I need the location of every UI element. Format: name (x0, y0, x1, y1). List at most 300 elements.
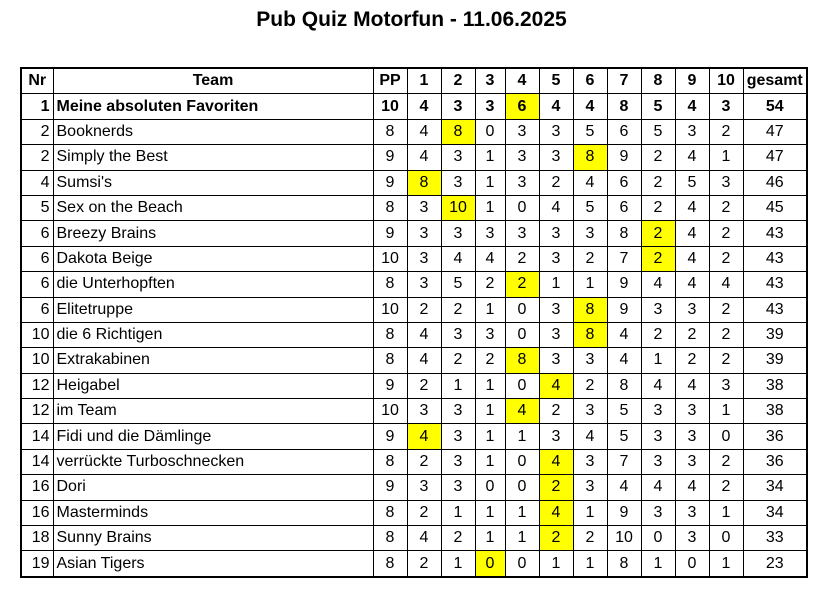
round-score-cell: 2 (641, 195, 675, 220)
table-row (21, 526, 807, 551)
pp-score-cell: 9 (373, 475, 407, 500)
pp-score-cell: 8 (373, 500, 407, 525)
round-score-cell: 4 (709, 272, 743, 297)
column-header: 7 (607, 68, 641, 94)
round-score-cell: 9 (607, 500, 641, 525)
team-name-cell: Sunny Brains (53, 526, 373, 551)
team-name-cell: Asian Tigers (53, 551, 373, 577)
total-score-cell: 47 (743, 119, 807, 144)
total-score-cell: 38 (743, 399, 807, 424)
round-score-cell: 10 (607, 526, 641, 551)
round-score-cell: 4 (607, 475, 641, 500)
round-score-cell: 2 (675, 322, 709, 347)
pp-score-cell: 10 (373, 94, 407, 119)
round-score-cell: 5 (675, 170, 709, 195)
round-score-cell: 3 (573, 348, 607, 373)
round-score-cell: 2 (709, 348, 743, 373)
round-score-cell: 2 (539, 399, 573, 424)
round-score-cell: 3 (709, 170, 743, 195)
column-header: Team (53, 68, 373, 94)
round-score-cell: 2 (539, 475, 573, 500)
rank-cell: 12 (21, 373, 53, 398)
table-row (21, 348, 807, 373)
total-score-cell: 43 (743, 221, 807, 246)
round-score-cell: 3 (407, 195, 441, 220)
round-score-cell: 7 (607, 449, 641, 474)
round-score-cell: 4 (607, 348, 641, 373)
round-score-cell: 3 (573, 221, 607, 246)
total-score-cell: 39 (743, 322, 807, 347)
rank-cell: 18 (21, 526, 53, 551)
round-score-cell: 1 (441, 500, 475, 525)
rank-cell: 10 (21, 348, 53, 373)
round-score-cell: 1 (505, 526, 539, 551)
round-score-cell: 3 (539, 322, 573, 347)
round-score-cell: 2 (539, 170, 573, 195)
round-score-cell: 4 (573, 170, 607, 195)
round-score-cell: 1 (475, 373, 505, 398)
round-score-cell: 5 (641, 119, 675, 144)
table-row (21, 297, 807, 322)
round-score-cell: 3 (441, 475, 475, 500)
total-score-cell: 54 (743, 94, 807, 119)
round-score-cell: 5 (641, 94, 675, 119)
round-score-cell: 4 (607, 322, 641, 347)
total-score-cell: 39 (743, 348, 807, 373)
column-header: 9 (675, 68, 709, 94)
pp-score-cell: 8 (373, 195, 407, 220)
round-score-cell: 9 (607, 272, 641, 297)
column-header: 4 (505, 68, 539, 94)
rank-cell: 6 (21, 297, 53, 322)
round-score-cell: 4 (675, 94, 709, 119)
round-score-cell: 0 (505, 195, 539, 220)
round-score-cell: 2 (709, 322, 743, 347)
round-score-cell: 2 (407, 551, 441, 577)
round-score-cell: 2 (709, 119, 743, 144)
round-score-cell: 0 (505, 373, 539, 398)
round-score-cell: 9 (607, 145, 641, 170)
round-score-cell: 3 (441, 221, 475, 246)
table-row (21, 246, 807, 271)
round-score-cell: 3 (573, 449, 607, 474)
pp-score-cell: 10 (373, 297, 407, 322)
rank-cell: 14 (21, 424, 53, 449)
round-score-cell: 4 (539, 500, 573, 525)
round-score-cell: 1 (475, 170, 505, 195)
total-score-cell: 43 (743, 272, 807, 297)
team-name-cell: Elitetruppe (53, 297, 373, 322)
round-score-cell: 4 (573, 94, 607, 119)
round-score-cell: 1 (505, 424, 539, 449)
round-score-cell: 4 (539, 449, 573, 474)
round-score-cell: 4 (675, 221, 709, 246)
round-score-cell: 1 (573, 551, 607, 577)
round-score-cell: 0 (709, 526, 743, 551)
round-score-cell: 3 (641, 399, 675, 424)
round-score-cell: 2 (709, 221, 743, 246)
round-score-cell: 3 (641, 449, 675, 474)
round-score-cell: 3 (475, 221, 505, 246)
round-score-cell: 6 (607, 195, 641, 220)
round-score-cell: 2 (475, 348, 505, 373)
round-score-cell: 4 (539, 373, 573, 398)
rank-cell: 6 (21, 272, 53, 297)
rank-cell: 19 (21, 551, 53, 577)
round-score-cell: 4 (675, 246, 709, 271)
round-score-cell: 8 (607, 551, 641, 577)
round-score-cell: 1 (505, 500, 539, 525)
round-score-cell: 2 (407, 297, 441, 322)
round-score-cell: 6 (607, 170, 641, 195)
round-score-cell: 3 (675, 399, 709, 424)
round-score-cell: 4 (675, 195, 709, 220)
table-row (21, 322, 807, 347)
round-score-cell: 4 (407, 119, 441, 144)
round-score-cell: 1 (441, 551, 475, 577)
pp-score-cell: 9 (373, 373, 407, 398)
round-score-cell: 3 (475, 94, 505, 119)
round-score-cell: 7 (607, 246, 641, 271)
pp-score-cell: 9 (373, 170, 407, 195)
round-score-cell: 2 (407, 500, 441, 525)
pp-score-cell: 8 (373, 551, 407, 577)
round-score-cell: 3 (505, 119, 539, 144)
total-score-cell: 43 (743, 246, 807, 271)
round-score-cell: 4 (675, 475, 709, 500)
round-score-cell: 1 (475, 195, 505, 220)
round-score-cell: 2 (675, 348, 709, 373)
round-score-cell: 4 (407, 322, 441, 347)
round-score-cell: 3 (539, 246, 573, 271)
table-body (21, 94, 807, 577)
total-score-cell: 34 (743, 475, 807, 500)
round-score-cell: 1 (475, 297, 505, 322)
round-score-cell: 4 (641, 272, 675, 297)
round-score-cell: 3 (675, 297, 709, 322)
round-score-cell: 1 (475, 399, 505, 424)
table-row (21, 500, 807, 525)
round-score-cell: 2 (573, 373, 607, 398)
round-score-cell: 6 (607, 119, 641, 144)
round-score-cell: 2 (641, 322, 675, 347)
round-score-cell: 0 (675, 551, 709, 577)
pp-score-cell: 8 (373, 348, 407, 373)
team-name-cell: im Team (53, 399, 373, 424)
round-score-cell: 1 (475, 424, 505, 449)
round-score-cell: 3 (573, 475, 607, 500)
round-score-cell: 5 (573, 195, 607, 220)
round-score-cell: 3 (641, 500, 675, 525)
team-name-cell: Simply the Best (53, 145, 373, 170)
table-row (21, 449, 807, 474)
round-score-cell: 3 (441, 94, 475, 119)
team-name-cell: Masterminds (53, 500, 373, 525)
round-score-cell: 2 (709, 475, 743, 500)
round-score-cell: 1 (641, 551, 675, 577)
round-score-cell: 4 (475, 246, 505, 271)
round-score-cell: 8 (573, 322, 607, 347)
round-score-cell: 3 (675, 500, 709, 525)
round-score-cell: 3 (441, 322, 475, 347)
round-score-cell: 4 (641, 475, 675, 500)
team-name-cell: Dori (53, 475, 373, 500)
column-header: 3 (475, 68, 505, 94)
round-score-cell: 1 (573, 272, 607, 297)
round-score-cell: 3 (441, 170, 475, 195)
table-row (21, 424, 807, 449)
round-score-cell: 0 (505, 322, 539, 347)
total-score-cell: 43 (743, 297, 807, 322)
rank-cell: 14 (21, 449, 53, 474)
round-score-cell: 2 (441, 348, 475, 373)
total-score-cell: 36 (743, 449, 807, 474)
total-score-cell: 38 (743, 373, 807, 398)
team-name-cell: Heigabel (53, 373, 373, 398)
header-row (21, 68, 807, 94)
round-score-cell: 9 (607, 297, 641, 322)
round-score-cell: 3 (441, 399, 475, 424)
table-row (21, 145, 807, 170)
pp-score-cell: 8 (373, 449, 407, 474)
round-score-cell: 3 (709, 94, 743, 119)
table-row (21, 551, 807, 577)
round-score-cell: 2 (573, 246, 607, 271)
team-name-cell: Sex on the Beach (53, 195, 373, 220)
round-score-cell: 3 (539, 119, 573, 144)
rank-cell: 1 (21, 94, 53, 119)
round-score-cell: 1 (475, 526, 505, 551)
round-score-cell: 0 (505, 475, 539, 500)
round-score-cell: 1 (573, 500, 607, 525)
pp-score-cell: 8 (373, 119, 407, 144)
round-score-cell: 3 (407, 272, 441, 297)
round-score-cell: 2 (539, 526, 573, 551)
team-name-cell: Breezy Brains (53, 221, 373, 246)
table-row (21, 399, 807, 424)
team-name-cell: die 6 Richtigen (53, 322, 373, 347)
table-row (21, 475, 807, 500)
column-header: 8 (641, 68, 675, 94)
round-score-cell: 8 (607, 94, 641, 119)
rank-cell: 16 (21, 500, 53, 525)
round-score-cell: 2 (573, 526, 607, 551)
rank-cell: 16 (21, 475, 53, 500)
rank-cell: 5 (21, 195, 53, 220)
round-score-cell: 3 (573, 399, 607, 424)
total-score-cell: 45 (743, 195, 807, 220)
team-name-cell: verrückte Turboschnecken (53, 449, 373, 474)
round-score-cell: 1 (641, 348, 675, 373)
round-score-cell: 6 (505, 94, 539, 119)
round-score-cell: 0 (709, 424, 743, 449)
round-score-cell: 8 (573, 297, 607, 322)
round-score-cell: 3 (539, 145, 573, 170)
round-score-cell: 4 (539, 195, 573, 220)
round-score-cell: 8 (505, 348, 539, 373)
round-score-cell: 4 (407, 348, 441, 373)
round-score-cell: 3 (539, 297, 573, 322)
round-score-cell: 4 (441, 246, 475, 271)
round-score-cell: 4 (573, 424, 607, 449)
round-score-cell: 3 (641, 424, 675, 449)
page-title: Pub Quiz Motorfun - 11.06.2025 (256, 8, 567, 31)
pp-score-cell: 8 (373, 526, 407, 551)
round-score-cell: 2 (407, 449, 441, 474)
round-score-cell: 4 (675, 373, 709, 398)
round-score-cell: 8 (607, 373, 641, 398)
pp-score-cell: 8 (373, 272, 407, 297)
round-score-cell: 2 (641, 145, 675, 170)
total-score-cell: 34 (743, 500, 807, 525)
team-name-cell: Dakota Beige (53, 246, 373, 271)
round-score-cell: 2 (475, 272, 505, 297)
round-score-cell: 5 (441, 272, 475, 297)
round-score-cell: 3 (675, 526, 709, 551)
total-score-cell: 23 (743, 551, 807, 577)
round-score-cell: 2 (505, 246, 539, 271)
round-score-cell: 3 (407, 246, 441, 271)
round-score-cell: 5 (607, 424, 641, 449)
rank-cell: 6 (21, 246, 53, 271)
round-score-cell: 2 (441, 297, 475, 322)
round-score-cell: 2 (709, 195, 743, 220)
round-score-cell: 2 (709, 297, 743, 322)
table-row (21, 221, 807, 246)
round-score-cell: 4 (407, 94, 441, 119)
round-score-cell: 4 (675, 272, 709, 297)
round-score-cell: 2 (709, 246, 743, 271)
team-name-cell: die Unterhopften (53, 272, 373, 297)
pp-score-cell: 9 (373, 221, 407, 246)
round-score-cell: 3 (407, 221, 441, 246)
round-score-cell: 3 (505, 221, 539, 246)
round-score-cell: 4 (505, 399, 539, 424)
round-score-cell: 8 (573, 145, 607, 170)
pp-score-cell: 8 (373, 322, 407, 347)
table-row (21, 170, 807, 195)
round-score-cell: 2 (641, 246, 675, 271)
round-score-cell: 5 (573, 119, 607, 144)
round-score-cell: 0 (475, 119, 505, 144)
team-name-cell: Booknerds (53, 119, 373, 144)
round-score-cell: 3 (641, 297, 675, 322)
rank-cell: 10 (21, 322, 53, 347)
round-score-cell: 0 (505, 449, 539, 474)
total-score-cell: 36 (743, 424, 807, 449)
round-score-cell: 2 (641, 170, 675, 195)
total-score-cell: 33 (743, 526, 807, 551)
table-row (21, 195, 807, 220)
team-name-cell: Meine absoluten Favoriten (53, 94, 373, 119)
round-score-cell: 2 (441, 526, 475, 551)
rank-cell: 6 (21, 221, 53, 246)
round-score-cell: 1 (475, 500, 505, 525)
round-score-cell: 3 (505, 170, 539, 195)
round-score-cell: 4 (675, 145, 709, 170)
round-score-cell: 3 (441, 449, 475, 474)
round-score-cell: 2 (641, 221, 675, 246)
team-name-cell: Fidi und die Dämlinge (53, 424, 373, 449)
total-score-cell: 46 (743, 170, 807, 195)
round-score-cell: 3 (539, 348, 573, 373)
round-score-cell: 1 (709, 551, 743, 577)
round-score-cell: 4 (407, 145, 441, 170)
round-score-cell: 8 (607, 221, 641, 246)
round-score-cell: 3 (475, 322, 505, 347)
round-score-cell: 3 (505, 145, 539, 170)
table-row (21, 373, 807, 398)
round-score-cell: 1 (539, 272, 573, 297)
round-score-cell: 1 (709, 500, 743, 525)
rank-cell: 2 (21, 119, 53, 144)
pp-score-cell: 10 (373, 246, 407, 271)
column-header: 2 (441, 68, 475, 94)
round-score-cell: 3 (675, 449, 709, 474)
round-score-cell: 10 (441, 195, 475, 220)
round-score-cell: 3 (675, 424, 709, 449)
round-score-cell: 0 (475, 475, 505, 500)
round-score-cell: 3 (407, 399, 441, 424)
column-header: gesamt (743, 68, 807, 94)
round-score-cell: 3 (539, 424, 573, 449)
round-score-cell: 3 (539, 221, 573, 246)
round-score-cell: 2 (505, 272, 539, 297)
round-score-cell: 0 (505, 551, 539, 577)
column-header: 6 (573, 68, 607, 94)
round-score-cell: 0 (641, 526, 675, 551)
rank-cell: 2 (21, 145, 53, 170)
round-score-cell: 4 (539, 94, 573, 119)
team-name-cell: Sumsi's (53, 170, 373, 195)
column-header: 10 (709, 68, 743, 94)
column-header: 1 (407, 68, 441, 94)
team-name-cell: Extrakabinen (53, 348, 373, 373)
round-score-cell: 8 (407, 170, 441, 195)
round-score-cell: 4 (641, 373, 675, 398)
pp-score-cell: 9 (373, 424, 407, 449)
round-score-cell: 2 (709, 449, 743, 474)
round-score-cell: 3 (407, 475, 441, 500)
round-score-cell: 1 (539, 551, 573, 577)
total-score-cell: 47 (743, 145, 807, 170)
round-score-cell: 3 (675, 119, 709, 144)
table-row (21, 272, 807, 297)
round-score-cell: 1 (475, 449, 505, 474)
results-table (20, 67, 808, 578)
round-score-cell: 4 (407, 526, 441, 551)
round-score-cell: 1 (475, 145, 505, 170)
table-row (21, 94, 807, 119)
rank-cell: 4 (21, 170, 53, 195)
round-score-cell: 2 (407, 373, 441, 398)
rank-cell: 12 (21, 399, 53, 424)
round-score-cell: 0 (475, 551, 505, 577)
pp-score-cell: 9 (373, 145, 407, 170)
round-score-cell: 8 (441, 119, 475, 144)
round-score-cell: 1 (709, 399, 743, 424)
round-score-cell: 0 (505, 297, 539, 322)
column-header: Nr (21, 68, 53, 94)
round-score-cell: 1 (441, 373, 475, 398)
round-score-cell: 5 (607, 399, 641, 424)
round-score-cell: 3 (709, 373, 743, 398)
round-score-cell: 3 (441, 145, 475, 170)
round-score-cell: 1 (709, 145, 743, 170)
table-row (21, 119, 807, 144)
pp-score-cell: 10 (373, 399, 407, 424)
round-score-cell: 4 (407, 424, 441, 449)
